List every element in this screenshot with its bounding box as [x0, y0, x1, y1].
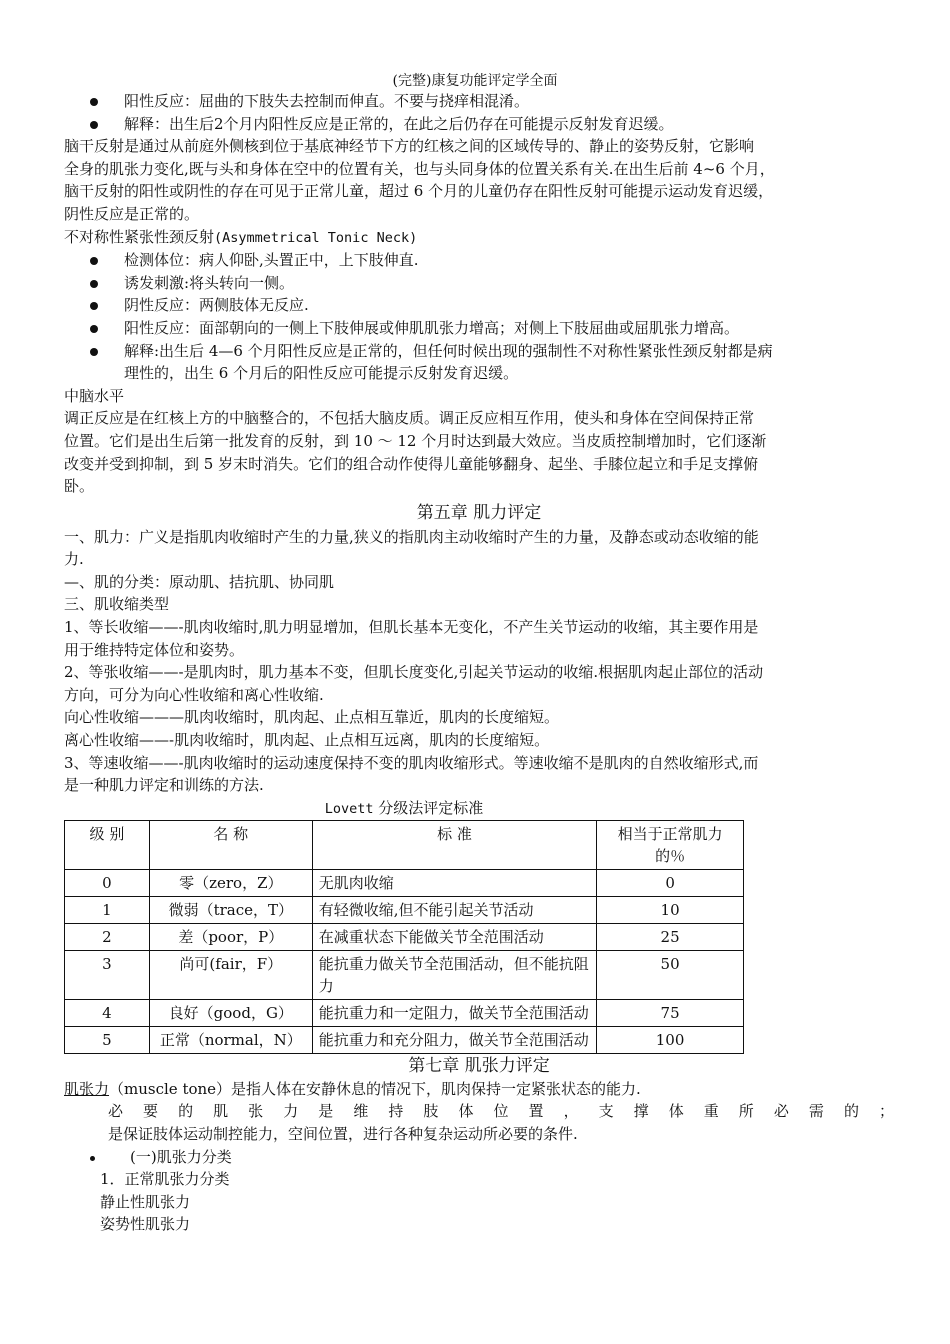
term-muscle-tone: 肌张力 — [64, 1079, 110, 1098]
chapter7-title: 第七章 肌张力评定 — [408, 1055, 550, 1076]
header-name: 名 称 — [149, 820, 312, 869]
table-row: 4 良好（good，G） 能抗重力和一定阻力，做关节全范围活动 75 — [65, 999, 744, 1026]
table-title: Lovett 分级法评定标准 — [324, 798, 484, 817]
bullet-icon — [90, 121, 98, 129]
bullet-icon — [90, 325, 98, 333]
list-item: 阳性反应：屈曲的下肢失去控制而伸直。不要与挠痒相混淆。 — [64, 90, 894, 113]
table-row: 5 正常（normal，N） 能抗重力和充分阻力，做关节全范围活动 100 — [65, 1026, 744, 1053]
table-row: 2 差（poor，P） 在减重状态下能做关节全范围活动 25 — [65, 923, 744, 950]
table-row: 1 微弱（trace，T） 有轻微收缩,但不能引起关节活动 10 — [65, 896, 744, 923]
list-item: 解释：出生后2个月内阳性反应是正常的，在此之后仍存在可能提示反射发育迟缓。 — [64, 113, 894, 136]
header-standard: 标 准 — [312, 820, 596, 869]
list-item: 解释:出生后 4—6 个月阳性反应是正常的，但任何时候出现的强制性不对称性紧张性颈反射都是病 理性的，出生 6 个月后的阳性反应可能提示反射发育迟缓。 — [64, 340, 894, 385]
bullet-icon — [90, 257, 98, 265]
chapter5-body: 一、肌力：广义是指肌肉收缩时产生的力量,狭义的指肌肉主动收缩时产生的力量，及静态或动态收缩的能 力. —、肌的分类：原动肌、拮抗肌、协同肌 三、肌收缩类型 1、等长收缩——-肌肉收缩时,肌力明显增加，但肌长基本无变化，不产生关节运动的收缩，其主要作用是 用于维持特定体位和姿势。 2、等张收缩——-是肌肉时，肌力基本不变，但肌长度变化,引起关节运动的收缩.根据肌肉起止部位的活动 方向，可分为向心性收缩和离心性收缩. 向心性收缩———肌肉收缩时，肌肉起、止点相互靠近，肌肉的长度缩短。 离心性收缩——-肌肉收缩时，肌肉起、止点相互远离，肌肉的长度缩短。 3、等速收缩——-肌肉收缩时的运动速度保持不变的肌肉收缩形式。等速收缩不是肌肉的自然收缩形式,而 是一种肌力评定和训练的方法. — [64, 527, 764, 795]
list-item: 检测体位：病人仰卧,头置正中，上下肢伸直. — [64, 249, 894, 272]
bullet-icon — [90, 98, 98, 106]
chapter5-title: 第五章 肌力评定 — [416, 502, 542, 523]
table-header-row — [65, 820, 744, 869]
chapter7-body: 肌张力（muscle tone）是指人体在安静休息的情况下，肌肉保持一定紧张状态的能力. 必要的肌张力是维持肢体位置，支撑体重所必需的； 是保证肢体运动制控能力，空间位置，进行各种复杂运动所必要的条件. (一)肌张力分类 1．正常肌张力分类 静止性肌张力 姿势性肌张力 — [64, 1079, 894, 1234]
document-body — [64, 90, 894, 1236]
midbrain-heading: 中脑水平 — [64, 386, 125, 405]
list-item: 诱发刺激:将头转向一侧。 — [64, 272, 894, 295]
brainstem-paragraph: 脑干反射是通过从前庭外侧核到位于基底神经节下方的红核之间的区域传导的、静止的姿势反射，它影响 全身的肌张力变化,既与头和身体在空中的位置有关，也与头同身体的位置关系有关.在出生后前 4~6 个月， 脑干反射的阳性或阴性的存在可见于正常儿童，超过 6 个月的儿童仍存在阳性反射可能提示运动发育迟缓， 阴性反应是正常的。 — [64, 137, 775, 223]
bullet-icon — [90, 348, 98, 356]
header-percent: 相当于正常肌力的％ — [597, 820, 744, 869]
page-header: (完整)康复功能评定学全面 — [392, 73, 558, 89]
midbrain-paragraph: 调正反应是在红核上方的中脑整合的，不包括大脑皮质。调正反应相互作用，使头和身体在空间保持正常 位置。它们是出生后第一批发育的反射，到 10 ～ 12 个月时达到最大效应。当皮质控制增加时，它们逐渐 改变并受到抑制，到 5 岁末时消失。它们的组合动作使得儿童能够翻身、起坐、手膝位起立和手足支撑俯 卧。 — [64, 409, 767, 496]
header-grade: 级 别 — [65, 820, 150, 869]
list-item: 阳性反应：面部朝向的一侧上下肢伸展或伸肌肌张力增高；对侧上下肢屈曲或屈肌张力增高。 — [64, 317, 894, 340]
table-row: 0 零（zero，Z） 无肌肉收缩 0 — [65, 869, 744, 896]
bullet-icon — [90, 1156, 95, 1161]
bullet-icon — [90, 280, 98, 288]
list-item: 阴性反应：两侧肢体无反应. — [64, 294, 894, 317]
atnr-heading: 不对称性紧张性颈反射(Asymmetrical Tonic Neck) — [64, 227, 418, 246]
table-row: 3 尚可(fair，F） 能抗重力做关节全范围活动，但不能抗阻力 50 — [65, 950, 744, 999]
lovett-grading-table — [64, 820, 744, 1054]
bullet-icon — [90, 302, 98, 310]
list-item: (一)肌张力分类 — [64, 1146, 894, 1169]
